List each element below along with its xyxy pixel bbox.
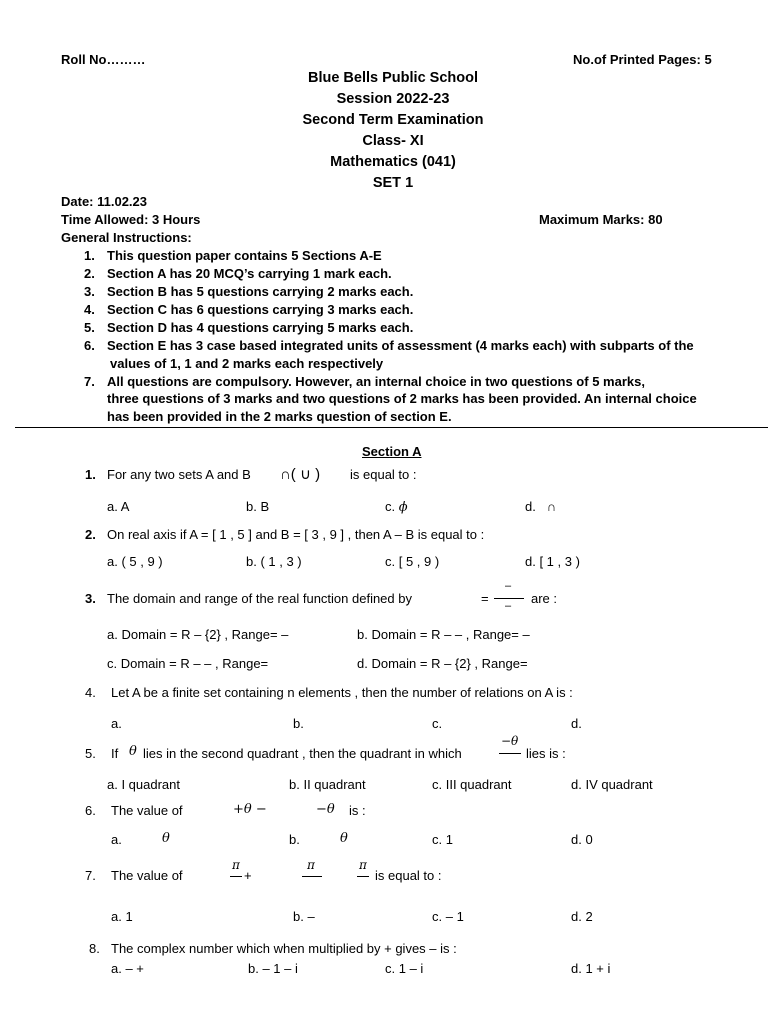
theta-symbol: θ — [129, 744, 137, 759]
option-c: c. [ 5 , 9 ) — [385, 554, 440, 569]
question-number: 5. — [85, 746, 96, 761]
question-tail: is : — [349, 803, 366, 818]
instruction-item: 6. Section E has 3 case based integrated units of assessment (4 marks each) with subparts of the — [84, 338, 694, 353]
instruction-item: 3. Section B has 5 questions carrying 2 marks each. — [84, 284, 414, 299]
session: Session 2022-23 — [336, 91, 450, 107]
question-text: For any two sets A and B — [107, 467, 251, 482]
option-c: c. — [432, 716, 443, 731]
instruction-continuation: has been provided in the 2 marks question of section E. — [107, 409, 452, 424]
fraction-bar — [357, 876, 369, 877]
question-text: Let A be a finite set containing n elements , then the number of relations on A is : — [111, 685, 573, 700]
option-b: b. II quadrant — [289, 777, 366, 792]
instruction-item: 7. All questions are compulsory. However, an internal choice in two questions of 5 marks, — [84, 374, 645, 389]
question-text: The value of — [111, 868, 183, 883]
option-b: b. — [293, 716, 304, 731]
subject: Mathematics (041) — [330, 154, 456, 170]
divider-line — [15, 427, 768, 428]
fraction-bar — [302, 876, 322, 877]
question-number: 1. — [85, 467, 96, 482]
question-number: 8. — [89, 941, 100, 956]
plus-sign: + — [244, 868, 252, 883]
option-a: a. I quadrant — [107, 777, 180, 792]
option-a: a. – + — [111, 961, 144, 976]
option-b: b. – 1 – i — [248, 961, 298, 976]
roll-number: Roll No……… — [61, 52, 146, 67]
option-d: d. IV quadrant — [571, 777, 653, 792]
instructions-title: General Instructions: — [61, 230, 192, 245]
question-tail: is equal to : — [375, 868, 442, 883]
option-b: b. B — [246, 499, 270, 514]
instruction-item: 5. Section D has 4 questions carrying 5 marks each. — [84, 320, 414, 335]
question-tail: is equal to : — [350, 467, 417, 482]
instruction-item: 2. Section A has 20 MCQ’s carrying 1 mark each. — [84, 266, 392, 281]
option-b: b. — [289, 832, 300, 847]
pi-symbol: π — [359, 858, 367, 872]
question-number: 4. — [85, 685, 96, 700]
instruction-item: 1. This question paper contains 5 Sections A-E — [84, 248, 382, 263]
option-d: d. 2 — [571, 909, 593, 924]
option-a: a. ( 5 , 9 ) — [107, 554, 163, 569]
class: Class- XI — [362, 133, 424, 149]
option-c: c. 1 – i — [385, 961, 424, 976]
fraction-bar — [494, 598, 524, 599]
math-expression: +θ − — [233, 802, 267, 817]
option-d: d. 1 + i — [571, 961, 611, 976]
option-d: d. — [571, 716, 582, 731]
option-a: a. — [111, 832, 122, 847]
option-c: c. ϕ — [385, 499, 408, 515]
equals-sign: = — [481, 591, 489, 606]
fraction-bar — [499, 753, 521, 754]
option-c: c. Domain = R – – , Range= — [107, 656, 269, 671]
set-expression: ∩( ∪ ) — [280, 466, 321, 483]
set-number: SET 1 — [372, 175, 414, 191]
question-text: lies in the second quadrant , then the quadrant in which — [143, 746, 462, 761]
math-expression: −θ — [316, 802, 335, 817]
question-text: The complex number which when multiplied by + gives – is : — [111, 941, 457, 956]
question-text: If — [111, 746, 119, 761]
intersection-symbol: ∩ — [546, 499, 557, 514]
option-d: d. Domain = R – {2} , Range= — [357, 656, 528, 671]
question-text: On real axis if A = [ 1 , 5 ] and B = [ 3 , 9 ] , then A – B is equal to : — [107, 527, 485, 542]
printed-pages: No.of Printed Pages: 5 — [573, 52, 712, 67]
question-tail: are : — [531, 591, 558, 606]
school-name: Blue Bells Public School — [307, 70, 478, 86]
pi-symbol: π — [307, 858, 315, 872]
question-number: 2. — [85, 527, 96, 542]
question-text: The domain and range of the real function defined by — [107, 591, 412, 606]
question-number: 6. — [85, 803, 96, 818]
option-c: c. III quadrant — [432, 777, 512, 792]
option-b: b. ( 1 , 3 ) — [246, 554, 302, 569]
fraction-numerator: – — [505, 580, 512, 592]
pi-symbol: π — [232, 858, 240, 872]
option-b: b. – — [293, 909, 315, 924]
question-tail: lies is : — [526, 746, 566, 761]
option-b: b. Domain = R – – , Range= – — [357, 627, 530, 642]
instruction-item: 4. Section C has 6 questions carrying 3 marks each. — [84, 302, 414, 317]
instruction-continuation: three questions of 3 marks and two questions of 2 marks has been provided. An internal choice — [107, 391, 697, 406]
question-text: The value of — [111, 803, 183, 818]
phi-symbol: ϕ — [398, 500, 408, 515]
fraction-numerator: −θ — [501, 734, 519, 748]
theta-symbol: θ — [162, 831, 170, 846]
maximum-marks: Maximum Marks: 80 — [539, 212, 663, 227]
option-a: a. A — [107, 499, 130, 514]
option-c: c. – 1 — [432, 909, 464, 924]
option-d: d. [ 1 , 3 ) — [525, 554, 580, 569]
exam-date: Date: 11.02.23 — [61, 194, 148, 209]
option-a: a. 1 — [111, 909, 133, 924]
section-title: Section A — [362, 444, 422, 459]
option-a: a. — [111, 716, 122, 731]
instruction-continuation: values of 1, 1 and 2 marks each respectively — [110, 356, 384, 371]
question-number: 7. — [85, 868, 96, 883]
exam-title: Second Term Examination — [302, 112, 484, 128]
option-a: a. Domain = R – {2} , Range= – — [107, 627, 289, 642]
theta-symbol: θ — [340, 831, 348, 846]
option-d: d. 0 — [571, 832, 593, 847]
option-c: c. 1 — [432, 832, 453, 847]
fraction-denominator: – — [505, 600, 512, 612]
question-number: 3. — [85, 591, 96, 606]
fraction-bar — [230, 876, 242, 877]
time-allowed: Time Allowed: 3 Hours — [61, 212, 201, 227]
option-d: d. ∩ — [525, 499, 557, 514]
